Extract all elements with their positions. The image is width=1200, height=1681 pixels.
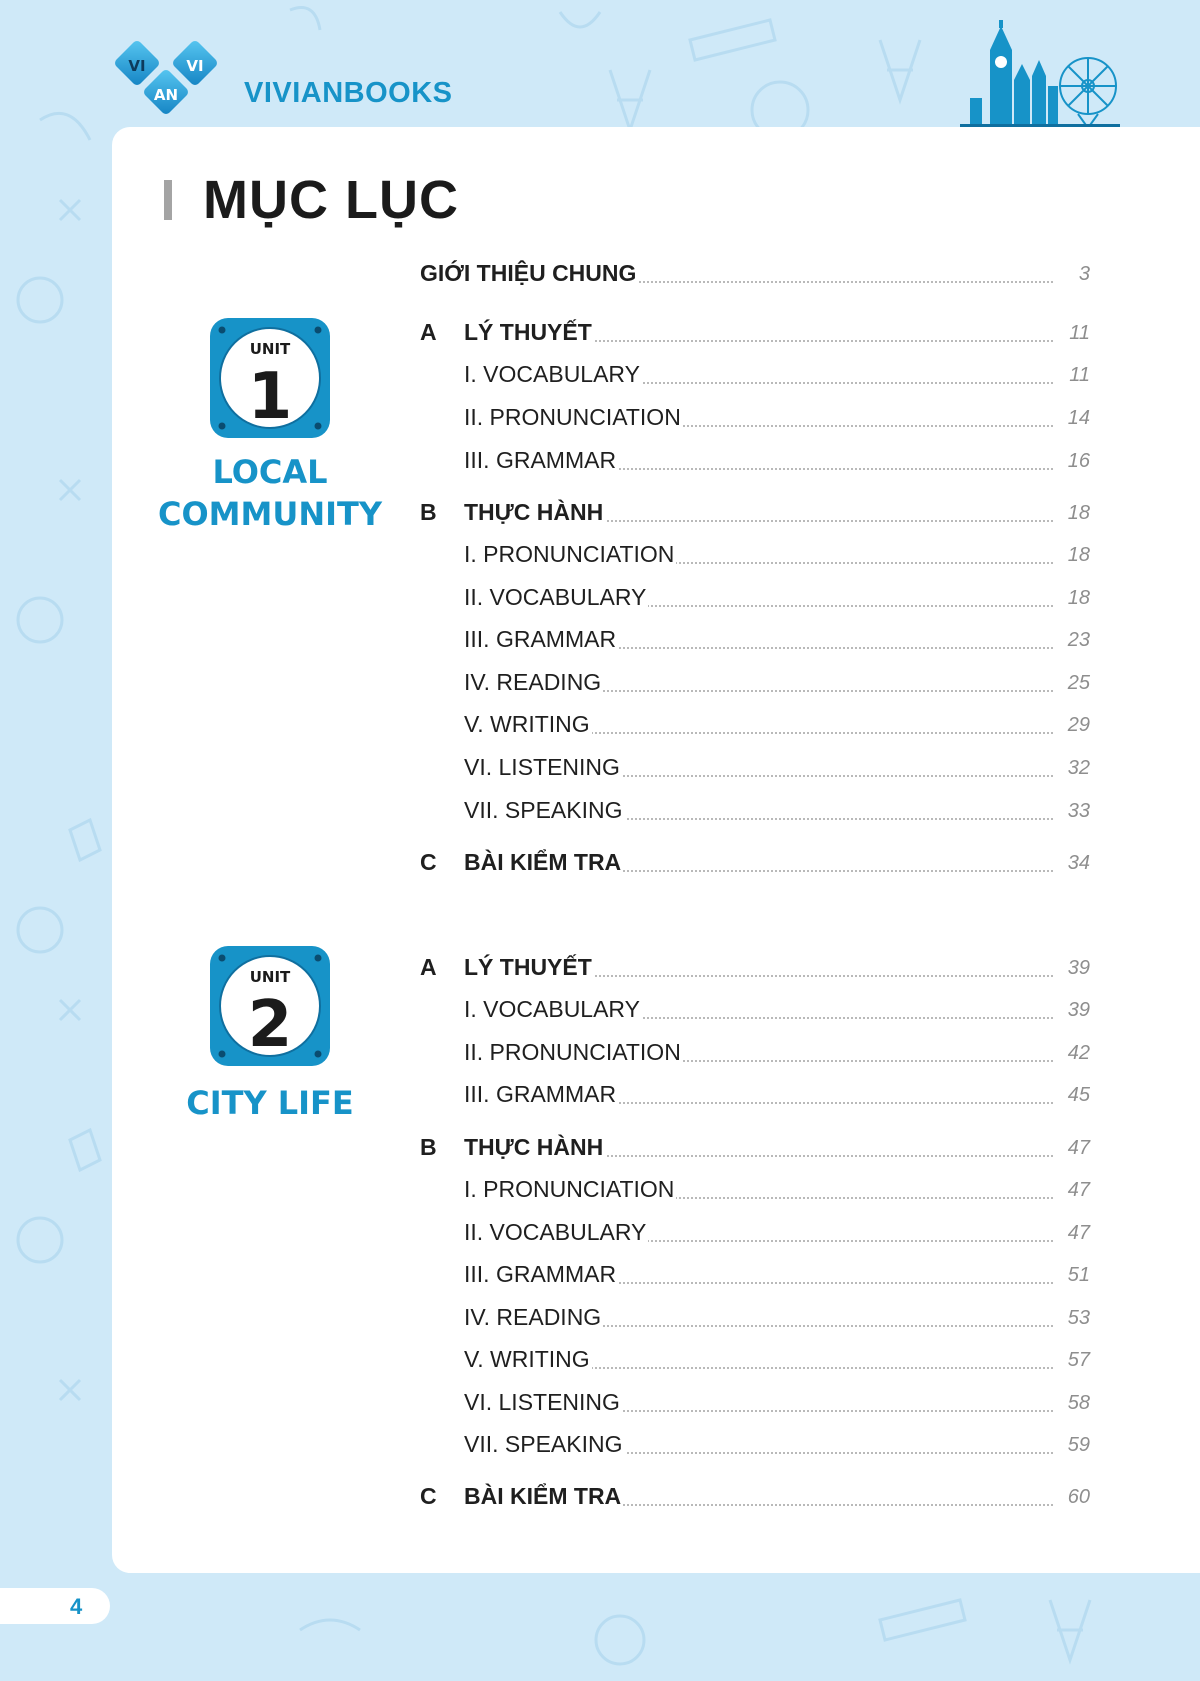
toc-item-u2-vocabulary[interactable] — [420, 992, 1090, 1026]
svg-text:AN: AN — [153, 86, 179, 104]
toc-item-u1-practice-vocabulary[interactable] — [420, 580, 1090, 614]
toc-page-number: 53 — [1054, 1300, 1090, 1336]
toc-entry-label: LÝ THUYẾT — [464, 950, 594, 984]
toc-entry-label: BÀI KIỂM TRA — [464, 1479, 623, 1513]
toc-item-u2-grammar[interactable] — [420, 1077, 1090, 1111]
page-number-tab — [0, 1588, 110, 1624]
toc-page-number: 29 — [1054, 707, 1090, 743]
toc-item-u1-reading[interactable] — [420, 665, 1090, 699]
unit-2-badge-label: UNIT — [249, 968, 291, 986]
unit-2-number: 2 — [247, 988, 293, 1062]
svg-text:VI: VI — [186, 57, 204, 75]
toc-entry-label: I. PRONUNCIATION — [464, 537, 676, 571]
toc-page-number: 14 — [1054, 400, 1090, 436]
toc-entry-label: V. WRITING — [464, 1342, 592, 1376]
section-letter: B — [420, 499, 437, 525]
toc-entry-label: II. VOCABULARY — [464, 1215, 648, 1249]
brand-name: VIVIANBOOKS — [244, 77, 453, 109]
toc-entry-label: III. GRAMMAR — [464, 1257, 618, 1291]
toc-item-u1-vocabulary[interactable] — [420, 357, 1090, 391]
toc-entry-label: II. PRONUNCIATION — [464, 1035, 683, 1069]
toc-section-u2-a[interactable] — [420, 950, 1090, 984]
toc-page-number: 25 — [1054, 665, 1090, 701]
toc-entry-label: BÀI KIỂM TRA — [464, 845, 623, 879]
toc-entry-label: II. PRONUNCIATION — [464, 400, 683, 434]
toc-entry-label: I. PRONUNCIATION — [464, 1172, 676, 1206]
unit-1-badge-label: UNIT — [249, 340, 291, 358]
toc-page-number: 18 — [1054, 495, 1090, 531]
toc-item-u2-writing[interactable] — [420, 1342, 1090, 1376]
toc-item-u2-speaking[interactable] — [420, 1427, 1090, 1461]
toc-entry-label: IV. READING — [464, 665, 603, 699]
toc-entry-label: III. GRAMMAR — [464, 443, 618, 477]
page-number: 4 — [70, 1594, 83, 1619]
toc-entry-label: LÝ THUYẾT — [464, 315, 594, 349]
toc-entry-label: I. VOCABULARY — [464, 992, 642, 1026]
section-letter: A — [420, 954, 437, 980]
toc-entry-label: THỰC HÀNH — [464, 495, 605, 529]
toc-page-number: 60 — [1054, 1479, 1090, 1515]
toc-page-number: 42 — [1054, 1035, 1090, 1071]
toc-page-number: 16 — [1054, 443, 1090, 479]
toc-entry-label: THỰC HÀNH — [464, 1130, 605, 1164]
toc-entry-label: VII. SPEAKING — [464, 1427, 625, 1461]
toc-entry-label: I. VOCABULARY — [464, 357, 642, 391]
unit-2-name — [150, 1082, 390, 1124]
toc-item-u2-practice-pronunciation[interactable] — [420, 1172, 1090, 1206]
toc-page-number: 39 — [1054, 992, 1090, 1028]
toc-item-u1-practice-grammar[interactable] — [420, 622, 1090, 656]
toc-page-number: 47 — [1054, 1172, 1090, 1208]
page-title: MỤC LỤC — [203, 170, 459, 230]
toc-page-number: 18 — [1054, 537, 1090, 573]
toc-page-number: 23 — [1054, 622, 1090, 658]
toc-item-u1-writing[interactable] — [420, 707, 1090, 741]
toc-page-number: 34 — [1054, 845, 1090, 881]
toc-entry-label: VI. LISTENING — [464, 750, 622, 784]
toc-entry-label: III. GRAMMAR — [464, 622, 618, 656]
toc-item-u1-grammar[interactable] — [420, 443, 1090, 477]
london-skyline-illustration — [960, 20, 1120, 128]
toc-entry-intro[interactable] — [420, 256, 1090, 290]
toc-entry-label: III. GRAMMAR — [464, 1077, 618, 1111]
section-letter: A — [420, 319, 437, 345]
section-letter: B — [420, 1134, 437, 1160]
toc-entry-label: II. VOCABULARY — [464, 580, 648, 614]
unit-1-name-line-2: COMMUNITY — [157, 495, 383, 533]
unit-1-name-line-1: LOCAL — [212, 453, 328, 491]
section-letter: C — [420, 1483, 437, 1509]
toc-entry-label: GIỚI THIỆU CHUNG — [420, 256, 638, 290]
toc-item-u2-listening[interactable] — [420, 1385, 1090, 1419]
unit-2-badge — [208, 944, 332, 1068]
unit-1-number: 1 — [247, 360, 293, 434]
toc-item-u1-pronunciation[interactable] — [420, 400, 1090, 434]
toc-item-u1-speaking[interactable] — [420, 793, 1090, 827]
toc-page-number: 18 — [1054, 580, 1090, 616]
toc-page-number: 39 — [1054, 950, 1090, 986]
svg-text:VI: VI — [128, 57, 146, 75]
toc-item-u2-practice-grammar[interactable] — [420, 1257, 1090, 1291]
toc-section-u1-c[interactable] — [420, 845, 1090, 879]
toc-page-number: 45 — [1054, 1077, 1090, 1113]
toc-entry-label: VI. LISTENING — [464, 1385, 622, 1419]
toc-section-u1-a[interactable] — [420, 315, 1090, 349]
toc-page-number: 32 — [1054, 750, 1090, 786]
unit-1-badge — [208, 316, 332, 440]
toc-page-number: 58 — [1054, 1385, 1090, 1421]
toc-page-number: 33 — [1054, 793, 1090, 829]
unit-2-name-line-1: CITY LIFE — [186, 1084, 354, 1122]
toc-page-number: 11 — [1054, 315, 1090, 351]
unit-1-name — [150, 451, 390, 535]
toc-entry-label: IV. READING — [464, 1300, 603, 1334]
toc-item-u2-pronunciation[interactable] — [420, 1035, 1090, 1069]
toc-page-number: 11 — [1054, 357, 1090, 393]
toc-page-number: 57 — [1054, 1342, 1090, 1378]
toc-page-number: 47 — [1054, 1130, 1090, 1166]
toc-page-number: 59 — [1054, 1427, 1090, 1463]
toc-section-u2-b[interactable] — [420, 1130, 1090, 1164]
section-letter: C — [420, 849, 437, 875]
toc-page-number: 3 — [1054, 256, 1090, 292]
toc-entry-label: VII. SPEAKING — [464, 793, 625, 827]
toc-entry-label: V. WRITING — [464, 707, 592, 741]
toc-page-number: 51 — [1054, 1257, 1090, 1293]
toc-section-u2-c[interactable] — [420, 1479, 1090, 1513]
toc-item-u1-practice-pronunciation[interactable] — [420, 537, 1090, 571]
toc-item-u2-practice-vocabulary[interactable] — [420, 1215, 1090, 1249]
toc-item-u2-reading[interactable] — [420, 1300, 1090, 1334]
title-accent-bar — [164, 180, 172, 220]
toc-section-u1-b[interactable] — [420, 495, 1090, 529]
toc-item-u1-listening[interactable] — [420, 750, 1090, 784]
vivianbooks-logo — [112, 38, 228, 122]
toc-page-number: 47 — [1054, 1215, 1090, 1251]
